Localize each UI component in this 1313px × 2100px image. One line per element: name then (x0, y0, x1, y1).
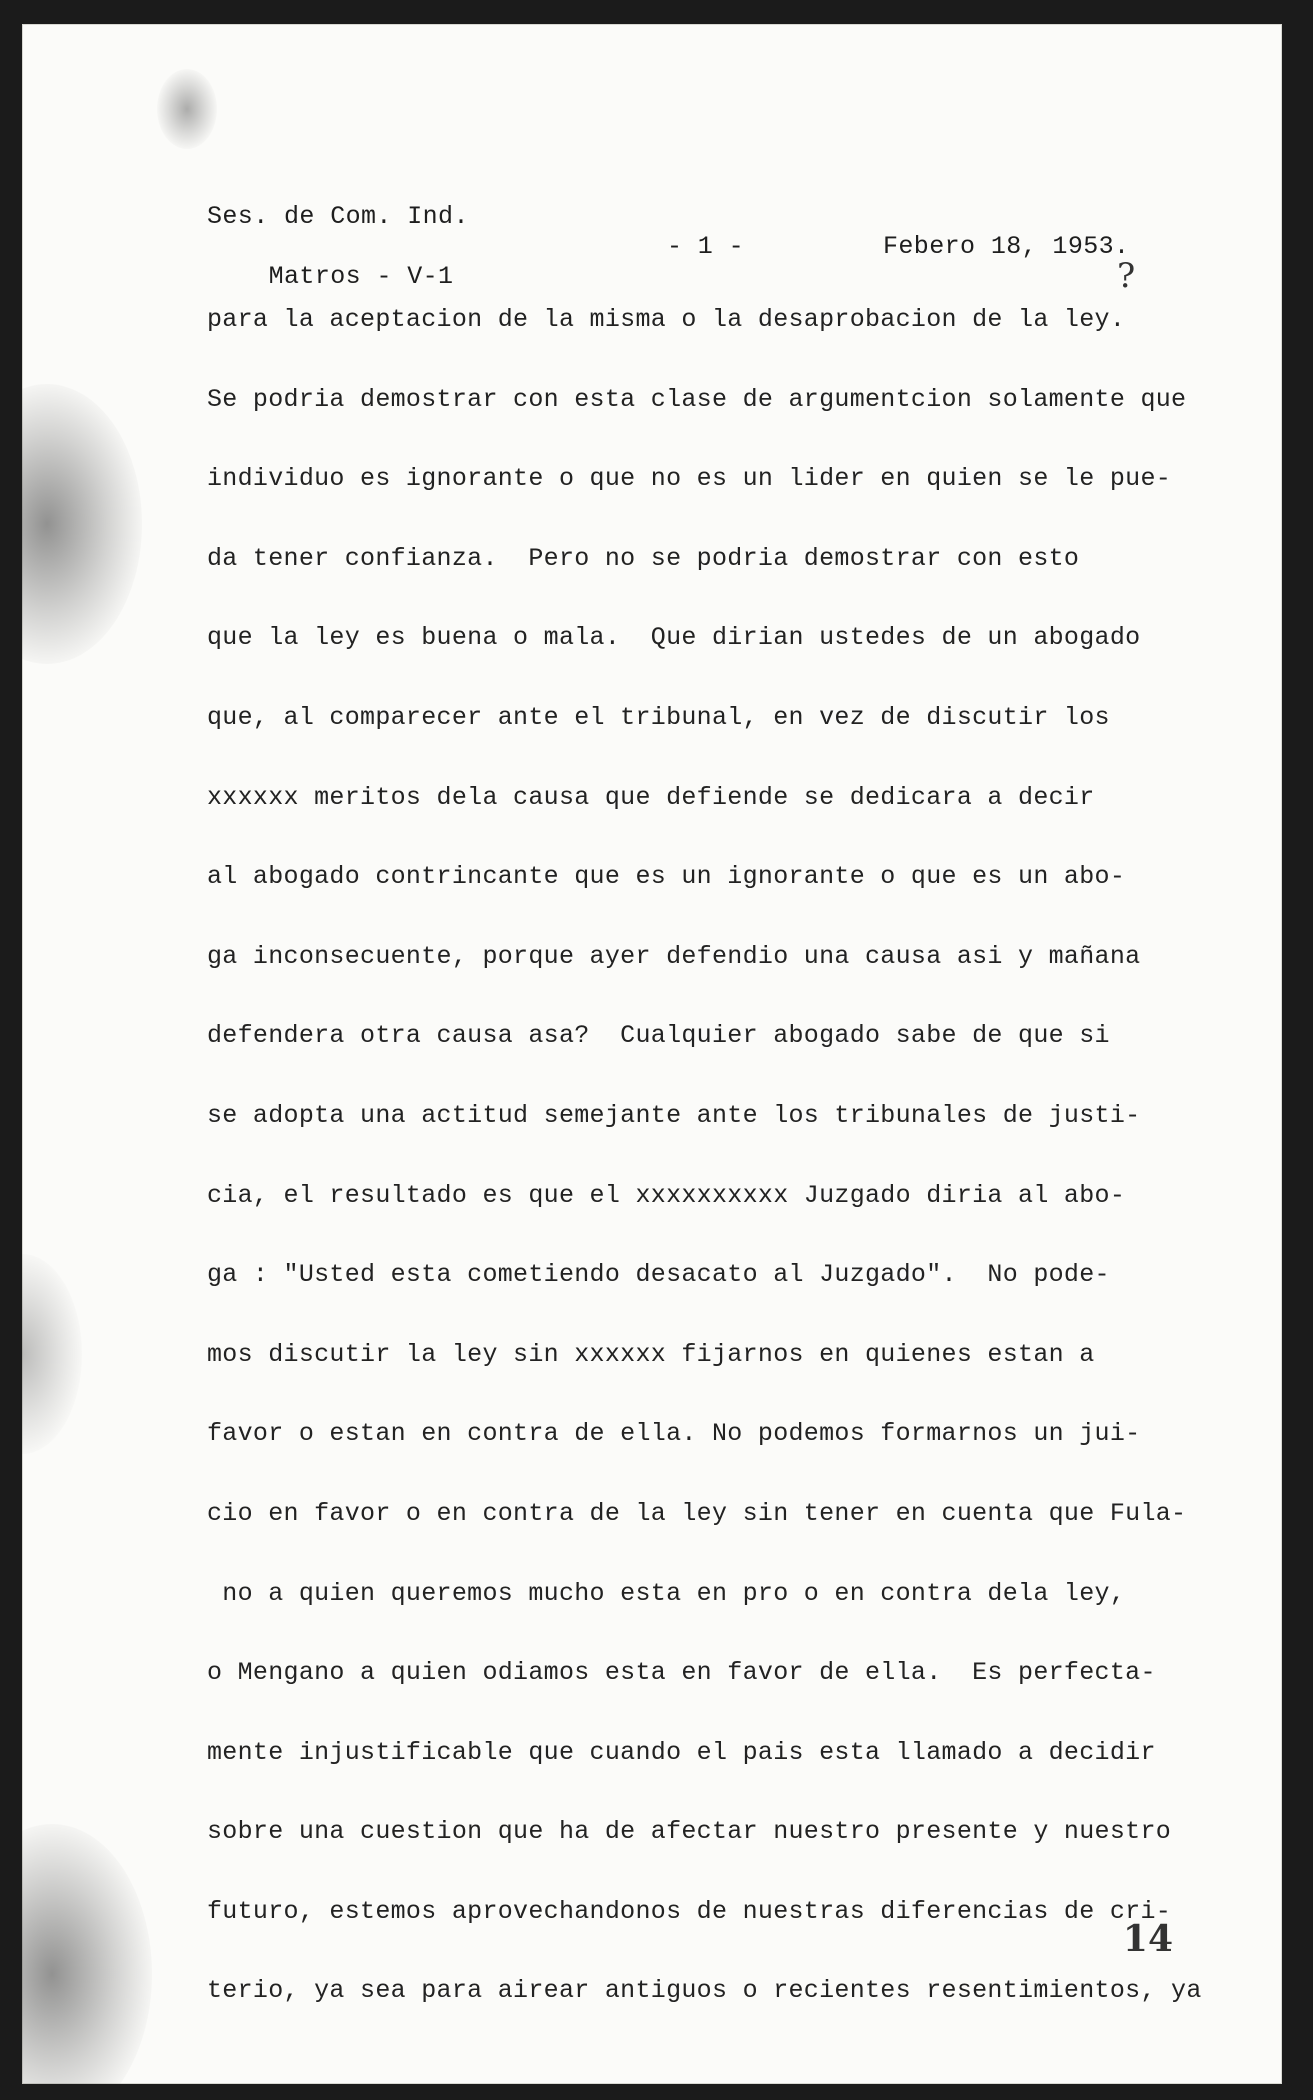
text-line: que la ley es buena o mala. Que dirian ustedes de un abogado (207, 623, 1141, 653)
header-line-2 (207, 232, 1207, 291)
page-number: - 1 - (667, 232, 745, 261)
text-line: defendera otra causa asa? Cualquier abogado sabe de que si (207, 1021, 1110, 1051)
text-line: xxxxxx meritos dela causa que defiende se dedicara a decir (207, 782, 1095, 812)
text-line: o Mengano a quien odiamos esta en favor de ella. Es perfecta- (207, 1658, 1156, 1688)
text-line: individuo es ignorante o que no es un lider en quien se le pue- (207, 464, 1172, 494)
text-line: futuro, estemos aprovechandonos de nuestras diferencias de cri- (207, 1896, 1172, 1926)
session-label: Ses. de Com. Ind. (207, 202, 469, 231)
text-line: mos discutir la ley sin xxxxxx fijarnos en quienes estan a (207, 1339, 1095, 1369)
text-line: al abogado contrincante que es un ignorante o que es un abo- (207, 862, 1126, 892)
handwritten-page-mark: 14 (1122, 1918, 1173, 1960)
speaker-label: Matros - V-1 (268, 262, 454, 291)
text-line: se adopta una actitud semejante ante los tribunales de justi- (207, 1100, 1141, 1130)
text-line: ga inconsecuente, porque ayer defendio una causa asi y mañana (207, 941, 1141, 971)
text-line: terio, ya sea para airear antiguos o recientes resentimientos, ya (207, 1976, 1202, 2006)
text-line: da tener confianza. Pero no se podria demostrar con esto (207, 543, 1080, 573)
text-line: Se podria demostrar con esta clase de argumentcion solamente que (207, 384, 1187, 414)
scan-smudge (22, 1824, 152, 2084)
text-line: cio en favor o en contra de la ley sin tener en cuenta que Fula- (207, 1498, 1187, 1528)
scan-smudge (157, 69, 217, 149)
text-line: que, al comparecer ante el tribunal, en vez de discutir los (207, 702, 1110, 732)
document-header (207, 202, 1207, 291)
handwritten-question-mark: ? (1117, 256, 1136, 296)
scan-smudge (22, 384, 142, 664)
scan-smudge (22, 1254, 82, 1454)
document-date: Febero 18, 1953. (883, 232, 1130, 261)
text-line: para la aceptacion de la misma o la desaprobacion de la ley. (207, 305, 1126, 334)
text-line: no a quien queremos mucho esta en pro o en contra dela ley, (207, 1578, 1126, 1608)
text-line: ga : "Usted esta cometiendo desacato al Juzgado". No pode- (207, 1260, 1110, 1290)
document-body (207, 300, 1237, 2051)
text-line: sobre una cuestion que ha de afectar nuestro presente y nuestro (207, 1817, 1172, 1847)
text-line: favor o estan en contra de ella. No podemos formarnos un jui- (207, 1419, 1141, 1449)
text-line: cia, el resultado es que el xxxxxxxxxx Juzgado diria al abo- (207, 1180, 1126, 1210)
text-line: mente injustificable que cuando el pais esta llamado a decidir (207, 1737, 1156, 1767)
